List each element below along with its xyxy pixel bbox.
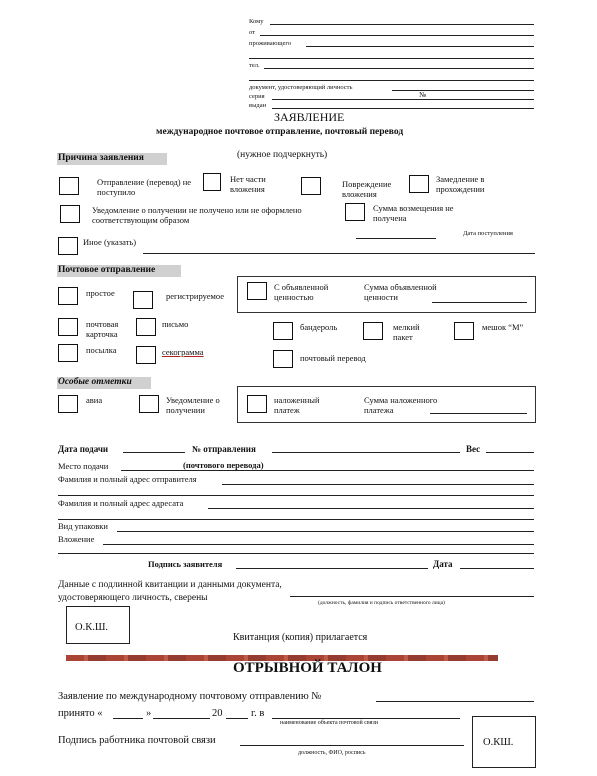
series-label: серия [249,93,265,100]
date-line[interactable] [460,568,534,569]
declared-sum-label: Сумма объявленной ценности [364,282,437,302]
tear-statement-line[interactable] [376,701,534,702]
checkbox-refund[interactable] [345,203,365,221]
contents-line-1[interactable] [103,544,534,545]
checkbox-letter[interactable] [136,318,156,336]
extra-line[interactable] [249,80,534,81]
addressee-line-2[interactable] [58,519,534,520]
address-line[interactable] [249,58,534,59]
to-label: Кому [249,18,264,25]
checkbox-notice-not-received[interactable] [60,205,80,223]
tear-stamp-text: О.КШ. [483,737,514,748]
from-line[interactable] [260,35,534,36]
postal-heading: Почтовое отправление [58,265,156,275]
underline-hint: (нужное подчеркнуть) [237,150,328,160]
contents-label: Вложение [58,534,95,544]
weight-label: Вес [466,444,481,454]
reason-heading: Причина заявления [58,153,144,163]
checkbox-not-received[interactable] [59,177,79,195]
shipment-no-line[interactable] [272,452,460,453]
official-line[interactable] [290,596,534,597]
declared-sum-line[interactable] [432,302,527,303]
verified-text: Данные с подлинной квитанции и данными документа, удостоверяющего личность, сверены [58,580,282,603]
bag-m-label: мешок “М” [482,322,524,332]
shipment-no-label: № отправления [192,444,256,454]
checkbox-damage[interactable] [301,177,321,195]
refund-label: Сумма возмещения не получена [373,203,454,223]
phone-label: тел. [249,62,260,69]
cod-label: наложенный платеж [274,395,320,415]
registered-label: регистрируемое [166,291,225,301]
tear-quote-close: » [146,708,152,719]
declared-value-label: С объявленной ценностью [274,282,329,302]
checkbox-parcel[interactable] [58,344,78,362]
avia-label: авиа [86,395,103,405]
cod-sum-label: Сумма наложенного платежа [364,395,438,415]
form-title: ЗАЯВЛЕНИЕ [274,110,345,124]
weight-line[interactable] [486,452,534,453]
delay-label: Замедление в прохождении [436,174,485,194]
tear-worker-line[interactable] [240,745,464,746]
not-received-label: Отправление (перевод) не поступило [97,177,192,197]
date-received-line[interactable] [356,238,436,239]
packing-label: Вид упаковки [58,521,108,531]
simple-label: простое [86,288,115,298]
signature-line[interactable] [236,568,428,569]
parcel-label: посылка [86,345,117,355]
tear-statement: Заявление по международному почтовому отправлению № [58,691,322,702]
checkbox-parcel-band[interactable] [273,322,293,340]
tear-day-line[interactable] [113,718,143,719]
missing-parts-label: Нет части вложения [230,174,266,194]
delivery-notice-label: Уведомление о получении [166,395,220,415]
tear-year-prefix: 20 [212,708,223,719]
number-sign: № [419,90,427,99]
checkbox-missing-parts[interactable] [203,173,221,191]
residing-label: проживающего [249,40,292,47]
damage-label: Повреждение вложения [342,179,392,199]
parcel-band-label: бандероль [300,322,338,332]
date-submit-label: Дата подачи [58,444,109,454]
secogram-label: секограмма [162,347,204,357]
checkbox-small-packet[interactable] [363,322,383,340]
checkbox-bag-m[interactable] [454,322,474,340]
checkbox-avia[interactable] [58,395,78,413]
checkbox-other[interactable] [58,237,78,255]
contents-line-2[interactable] [58,553,534,554]
notice-not-received-label: Уведомление о получении не получено или не оформлено соответствующим образом [92,205,302,225]
checkbox-secogram[interactable] [136,346,156,364]
sender-line-1[interactable] [222,484,534,485]
signature-label: Подпись заявителя [148,559,223,569]
official-hint: (должность, фамилия и подпись ответственного лица) [318,600,445,606]
checkbox-registered[interactable] [133,291,153,309]
date-submit-line[interactable] [123,452,185,453]
id-doc-line[interactable] [392,90,534,91]
checkbox-money-transfer[interactable] [273,350,293,368]
id-doc-label: документ, удостоверяющий личность [249,84,353,91]
small-packet-label: мелкий пакет [393,322,420,342]
transfer-note: (почтового перевода) [183,460,264,470]
from-label: от [249,29,256,36]
to-line[interactable] [270,24,534,25]
issued-label: выдан [249,102,267,109]
sender-line-2[interactable] [58,495,534,496]
series-line[interactable] [272,99,534,100]
checkbox-cod[interactable] [247,395,267,413]
phone-line[interactable] [264,68,534,69]
tear-office-hint: наименование объекта почтовой связи [280,720,378,726]
tear-office-line[interactable] [272,718,460,719]
issued-line[interactable] [272,108,534,109]
addressee-label: Фамилия и полный адрес адресата [58,498,184,508]
date-label: Дата [433,559,453,569]
checkbox-simple[interactable] [58,287,78,305]
other-line[interactable] [143,253,535,254]
money-transfer-label: почтовый перевод [300,353,366,363]
receipt-note: Квитанция (копия) прилагается [233,632,368,643]
letter-label: письмо [162,319,189,329]
checkbox-delivery-notice[interactable] [139,395,159,413]
checkbox-postcard[interactable] [58,318,78,336]
checkbox-declared-value[interactable] [247,282,267,300]
tear-year-suffix: г. в [251,708,265,719]
residing-line[interactable] [306,46,534,47]
sender-label: Фамилия и полный адрес отправителя [58,474,197,484]
addressee-line-1[interactable] [208,508,534,509]
special-heading: Особые отметки [58,377,132,387]
tear-year-line[interactable] [226,718,248,719]
place-submit-label: Место подачи [58,461,109,471]
tear-month-line[interactable] [153,718,210,719]
checkbox-delay[interactable] [409,175,429,193]
tear-worker-hint: должность, ФИО, роспись [298,750,366,756]
other-label: Иное (указать) [83,237,137,247]
postcard-label: почтовая карточка [86,319,119,339]
date-received-label: Дата поступления [463,230,513,237]
tear-accepted: принято « [58,708,103,719]
tear-heading: ОТРЫВНОЙ ТАЛОН [233,660,382,676]
packing-line[interactable] [117,531,534,532]
cod-sum-line[interactable] [430,413,527,414]
okw-stamp-text: О.К.Ш. [75,622,109,633]
form-subtitle: международное почтовое отправление, почтовый перевод [156,127,404,137]
tear-worker-sign: Подпись работника почтовой связи [58,735,216,746]
